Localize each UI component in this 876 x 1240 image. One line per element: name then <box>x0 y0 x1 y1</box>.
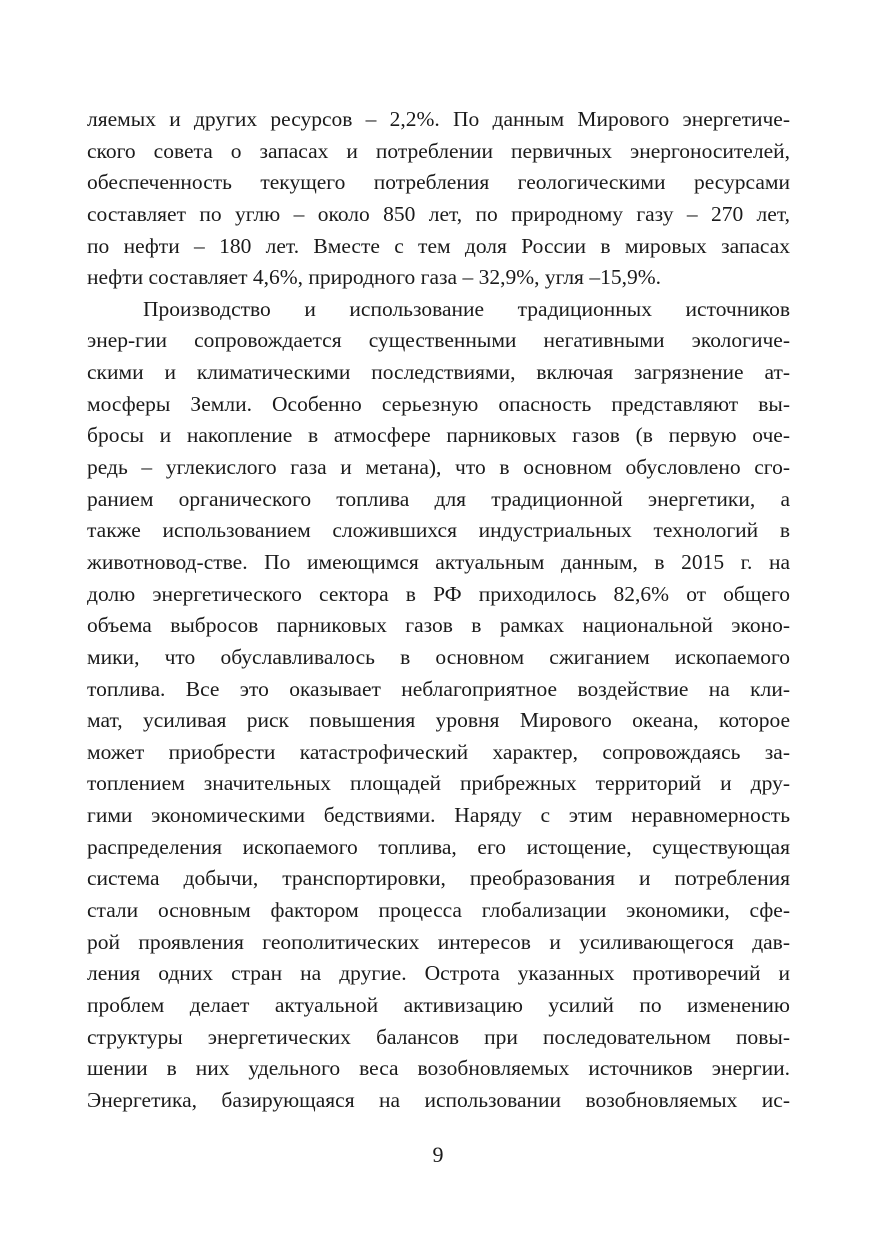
text-line: структуры энергетических балансов при последовательном повы- <box>87 1024 790 1049</box>
text-line: проблем делает актуальной активизацию усилий по изменению <box>87 992 790 1017</box>
paragraph-1 <box>87 104 790 294</box>
text-line: мат, усиливая риск повышения уровня Мирового океана, которое <box>87 708 790 733</box>
text-line: также использованием сложившихся индустриальных технологий в <box>87 518 790 543</box>
text-line: мики, что обуславливалось в основном сжиганием ископаемого <box>87 644 790 669</box>
text-line: ления одних стран на другие. Острота указанных противоречий и <box>87 961 790 986</box>
text-line: нефти составляет 4,6%, природного газа – 32,9%, угля –15,9%. <box>87 265 661 290</box>
text-line: гими экономическими бедствиями. Наряду с этим неравномерность <box>87 803 790 828</box>
text-line: Производство и использование традиционных источников <box>143 296 790 321</box>
text-line: составляет по углю – около 850 лет, по природному газу – 270 лет, <box>87 201 790 226</box>
text-line: бросы и накопление в атмосфере парниковых газов (в первую оче- <box>87 423 790 448</box>
text-line: топлива. Все это оказывает неблагоприятное воздействие на кли- <box>87 676 790 701</box>
text-line: система добычи, транспортировки, преобразования и потребления <box>87 866 790 891</box>
text-line: шении в них удельного веса возобновляемых источников энергии. <box>87 1056 790 1081</box>
text-line: по нефти – 180 лет. Вместе с тем доля России в мировых запасах <box>87 233 790 258</box>
text-line: ского совета о запасах и потреблении первичных энергоносителей, <box>87 138 790 163</box>
text-line: редь – углекислого газа и метана), что в основном обусловлено сго- <box>87 455 790 480</box>
text-line: скими и климатическими последствиями, включая загрязнение ат- <box>87 360 790 385</box>
body-text <box>87 104 790 1117</box>
text-line: мосферы Земли. Особенно серьезную опасность представляют вы- <box>87 391 790 416</box>
text-line: животновод-стве. По имеющимся актуальным данным, в 2015 г. на <box>87 549 790 574</box>
text-line: энер-гии сопровождается существенными негативными экологиче- <box>87 328 790 353</box>
text-line: ляемых и других ресурсов – 2,2%. По данным Мирового энергетиче- <box>87 107 790 131</box>
text-line: стали основным фактором процесса глобализации экономики, сфе- <box>87 898 790 923</box>
text-line: обеспеченность текущего потребления геологическими ресурсами <box>87 170 790 195</box>
paragraph-2 <box>87 294 790 1117</box>
text-line: топлением значительных площадей прибрежных территорий и дру- <box>87 771 790 796</box>
page-number: 9 <box>432 1142 444 1167</box>
text-line: Энергетика, базирующаяся на использовании возобновляемых ис- <box>87 1087 790 1112</box>
text-line: распределения ископаемого топлива, его истощение, существующая <box>87 834 790 859</box>
text-line: объема выбросов парниковых газов в рамках национальной эконо- <box>87 613 790 638</box>
text-line: рой проявления геополитических интересов и усиливающегося дав- <box>87 929 790 954</box>
text-line: может приобрести катастрофический характер, сопровождаясь за- <box>87 739 790 764</box>
text-line: ранием органического топлива для традиционной энергетики, а <box>87 486 790 511</box>
text-line: долю энергетического сектора в РФ приходилось 82,6% от общего <box>87 581 790 606</box>
